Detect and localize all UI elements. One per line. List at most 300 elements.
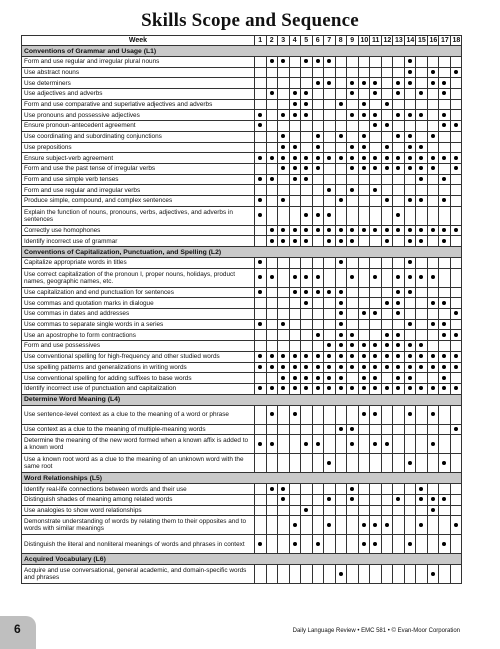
week-cell xyxy=(301,565,313,584)
skill-mark-dot xyxy=(385,301,389,305)
week-cell xyxy=(324,341,336,352)
week-cell xyxy=(393,99,405,110)
week-cell xyxy=(347,362,359,373)
week-cell xyxy=(358,206,370,225)
skill-row xyxy=(22,383,462,394)
week-cell xyxy=(347,454,359,473)
week-cell xyxy=(427,298,439,309)
skill-mark-dot xyxy=(454,70,458,74)
skill-mark-dot xyxy=(385,343,389,347)
week-cell xyxy=(324,225,336,236)
week-cell xyxy=(404,362,416,373)
skill-mark-dot xyxy=(419,343,423,347)
week-cell xyxy=(312,99,324,110)
week-cell xyxy=(312,89,324,100)
week-cell xyxy=(416,535,428,554)
week-cell xyxy=(381,309,393,320)
skill-mark-dot xyxy=(431,412,435,416)
week-cell xyxy=(266,373,278,384)
skill-row xyxy=(22,565,462,584)
skill-label: Identify incorrect use of punctuation and capitalization xyxy=(22,383,255,394)
week-cell xyxy=(393,309,405,320)
week-cell xyxy=(335,330,347,341)
week-cell xyxy=(278,309,290,320)
week-cell xyxy=(278,99,290,110)
skill-mark-dot xyxy=(373,412,377,416)
week-cell xyxy=(312,153,324,164)
skill-mark-dot xyxy=(373,156,377,160)
skill-mark-dot xyxy=(442,322,446,326)
week-cell xyxy=(335,89,347,100)
skill-mark-dot xyxy=(281,198,285,202)
week-cell xyxy=(427,341,439,352)
week-cell xyxy=(278,163,290,174)
skill-mark-dot xyxy=(350,81,354,85)
week-cell xyxy=(301,309,313,320)
week-cell xyxy=(450,163,462,174)
week-cell xyxy=(404,174,416,185)
skill-mark-dot xyxy=(408,354,412,358)
section-row xyxy=(22,473,462,484)
week-cell xyxy=(427,153,439,164)
week-cell xyxy=(393,206,405,225)
week-cell xyxy=(301,287,313,298)
skill-mark-dot xyxy=(270,228,274,232)
week-cell xyxy=(393,516,405,535)
skill-mark-dot xyxy=(258,542,262,546)
skill-mark-dot xyxy=(396,301,400,305)
week-cell xyxy=(255,330,267,341)
skill-mark-dot xyxy=(408,343,412,347)
week-cell xyxy=(358,505,370,516)
week-cell xyxy=(381,163,393,174)
skill-mark-dot xyxy=(408,542,412,546)
week-cell xyxy=(427,362,439,373)
week-cell xyxy=(416,362,428,373)
skill-mark-dot xyxy=(373,81,377,85)
skill-mark-dot xyxy=(419,386,423,390)
week-cell xyxy=(312,330,324,341)
skill-mark-dot xyxy=(339,322,343,326)
week-cell xyxy=(335,319,347,330)
skill-mark-dot xyxy=(419,91,423,95)
week-cell xyxy=(312,163,324,174)
week-cell xyxy=(427,373,439,384)
week-cell xyxy=(439,57,451,68)
week-cell xyxy=(427,424,439,435)
skill-mark-dot xyxy=(419,239,423,243)
week-number: 10 xyxy=(358,36,370,46)
week-cell xyxy=(393,195,405,206)
week-cell xyxy=(255,121,267,132)
week-cell xyxy=(255,225,267,236)
skill-mark-dot xyxy=(281,487,285,491)
skill-mark-dot xyxy=(385,239,389,243)
week-cell xyxy=(381,268,393,287)
skill-mark-dot xyxy=(419,156,423,160)
week-cell xyxy=(404,287,416,298)
skill-mark-dot xyxy=(350,333,354,337)
week-cell xyxy=(278,351,290,362)
week-cell xyxy=(335,225,347,236)
week-cell xyxy=(450,57,462,68)
week-cell xyxy=(381,57,393,68)
skill-row xyxy=(22,454,462,473)
week-cell xyxy=(439,225,451,236)
week-cell xyxy=(450,505,462,516)
skill-mark-dot xyxy=(304,177,308,181)
week-cell xyxy=(266,268,278,287)
skill-mark-dot xyxy=(408,166,412,170)
week-cell xyxy=(450,309,462,320)
week-cell xyxy=(450,185,462,196)
skill-mark-dot xyxy=(339,134,343,138)
skill-mark-dot xyxy=(339,156,343,160)
week-cell xyxy=(450,405,462,424)
week-cell xyxy=(312,362,324,373)
skill-mark-dot xyxy=(373,311,377,315)
skill-row xyxy=(22,424,462,435)
week-cell xyxy=(301,351,313,362)
skill-mark-dot xyxy=(350,156,354,160)
week-cell xyxy=(370,516,382,535)
skill-label: Form and use regular and irregular verbs xyxy=(22,185,255,196)
skill-mark-dot xyxy=(408,145,412,149)
week-cell xyxy=(393,142,405,153)
week-cell xyxy=(427,565,439,584)
week-number: 11 xyxy=(370,36,382,46)
skill-mark-dot xyxy=(454,365,458,369)
week-cell xyxy=(335,341,347,352)
skill-label: Distinguish shades of meaning among related words xyxy=(22,494,255,505)
skill-mark-dot xyxy=(442,177,446,181)
week-cell xyxy=(278,225,290,236)
skill-mark-dot xyxy=(362,145,366,149)
skill-mark-dot xyxy=(362,523,366,527)
skill-mark-dot xyxy=(373,113,377,117)
skill-mark-dot xyxy=(293,113,297,117)
week-cell xyxy=(370,565,382,584)
week-cell xyxy=(289,351,301,362)
week-cell xyxy=(335,351,347,362)
week-cell xyxy=(335,163,347,174)
week-cell xyxy=(358,236,370,247)
skill-mark-dot xyxy=(419,113,423,117)
skill-mark-dot xyxy=(442,461,446,465)
skill-mark-dot xyxy=(419,177,423,181)
skill-mark-dot xyxy=(327,365,331,369)
week-cell xyxy=(439,298,451,309)
skill-mark-dot xyxy=(270,487,274,491)
week-cell xyxy=(393,110,405,121)
week-cell xyxy=(393,362,405,373)
week-cell xyxy=(324,351,336,362)
skill-label: Explain the function of nouns, pronouns, verbs, adjectives, and adverbs in sentences xyxy=(22,206,255,225)
skill-mark-dot xyxy=(293,354,297,358)
week-cell xyxy=(289,454,301,473)
week-cell xyxy=(427,319,439,330)
week-cell xyxy=(289,405,301,424)
week-cell xyxy=(335,424,347,435)
week-cell xyxy=(450,225,462,236)
skill-label: Identify real-life connections between words and their use xyxy=(22,484,255,495)
week-cell xyxy=(255,89,267,100)
week-cell xyxy=(347,505,359,516)
week-cell xyxy=(289,174,301,185)
skill-mark-dot xyxy=(293,376,297,380)
skill-mark-dot xyxy=(350,91,354,95)
skill-label: Form and use the past tense of irregular verbs xyxy=(22,163,255,174)
week-cell xyxy=(393,435,405,454)
week-number: 4 xyxy=(289,36,301,46)
skill-row xyxy=(22,309,462,320)
week-cell xyxy=(266,89,278,100)
week-cell xyxy=(450,494,462,505)
week-cell xyxy=(289,99,301,110)
week-cell xyxy=(312,494,324,505)
skill-mark-dot xyxy=(385,523,389,527)
skill-mark-dot xyxy=(408,198,412,202)
skill-mark-dot xyxy=(362,102,366,106)
week-cell xyxy=(427,405,439,424)
week-cell xyxy=(416,174,428,185)
week-cell xyxy=(439,258,451,269)
week-cell xyxy=(450,424,462,435)
week-cell xyxy=(312,505,324,516)
week-cell xyxy=(450,330,462,341)
skill-label: Use pronouns and possessive adjectives xyxy=(22,110,255,121)
week-cell xyxy=(324,319,336,330)
week-cell xyxy=(416,383,428,394)
week-cell xyxy=(416,373,428,384)
week-cell xyxy=(278,287,290,298)
week-cell xyxy=(439,505,451,516)
week-cell xyxy=(278,78,290,89)
week-cell xyxy=(450,516,462,535)
week-cell xyxy=(278,319,290,330)
skill-mark-dot xyxy=(339,311,343,315)
section-title: Acquired Vocabulary (L6) xyxy=(22,554,462,565)
skill-mark-dot xyxy=(419,228,423,232)
week-cell xyxy=(450,121,462,132)
week-cell xyxy=(404,505,416,516)
skill-mark-dot xyxy=(304,213,308,217)
week-cell xyxy=(289,57,301,68)
week-cell xyxy=(358,362,370,373)
week-cell xyxy=(404,351,416,362)
week-cell xyxy=(370,99,382,110)
skill-row xyxy=(22,319,462,330)
week-cell xyxy=(312,298,324,309)
week-cell xyxy=(381,225,393,236)
week-cell xyxy=(439,330,451,341)
week-cell xyxy=(358,287,370,298)
skill-mark-dot xyxy=(316,59,320,63)
skill-mark-dot xyxy=(362,166,366,170)
week-cell xyxy=(312,484,324,495)
skill-mark-dot xyxy=(281,365,285,369)
skill-label: Identify incorrect use of grammar xyxy=(22,236,255,247)
skill-mark-dot xyxy=(304,442,308,446)
skill-mark-dot xyxy=(270,91,274,95)
week-cell xyxy=(278,258,290,269)
week-cell xyxy=(427,78,439,89)
skill-mark-dot xyxy=(396,228,400,232)
skill-mark-dot xyxy=(362,156,366,160)
week-cell xyxy=(266,163,278,174)
skill-mark-dot xyxy=(281,134,285,138)
skill-mark-dot xyxy=(373,376,377,380)
week-cell xyxy=(301,163,313,174)
skill-mark-dot xyxy=(350,275,354,279)
week-cell xyxy=(416,268,428,287)
week-cell xyxy=(312,185,324,196)
week-cell xyxy=(416,258,428,269)
skill-mark-dot xyxy=(396,343,400,347)
skill-label: Use an apostrophe to form contractions xyxy=(22,330,255,341)
week-cell xyxy=(370,225,382,236)
week-cell xyxy=(335,174,347,185)
skill-mark-dot xyxy=(454,123,458,127)
week-cell xyxy=(289,206,301,225)
week-cell xyxy=(301,330,313,341)
week-cell xyxy=(358,225,370,236)
week-cell xyxy=(347,287,359,298)
week-cell xyxy=(289,153,301,164)
week-cell xyxy=(289,236,301,247)
skill-mark-dot xyxy=(419,198,423,202)
week-cell xyxy=(370,454,382,473)
skill-mark-dot xyxy=(304,508,308,512)
skill-mark-dot xyxy=(362,228,366,232)
skill-row xyxy=(22,153,462,164)
skill-label: Use commas and quotation marks in dialogue xyxy=(22,298,255,309)
week-cell xyxy=(358,131,370,142)
skill-mark-dot xyxy=(316,365,320,369)
week-cell xyxy=(381,287,393,298)
week-cell xyxy=(381,206,393,225)
week-cell xyxy=(312,131,324,142)
week-cell xyxy=(381,174,393,185)
skill-mark-dot xyxy=(258,177,262,181)
week-cell xyxy=(266,341,278,352)
week-cell xyxy=(393,505,405,516)
week-cell xyxy=(450,258,462,269)
skill-mark-dot xyxy=(396,81,400,85)
week-cell xyxy=(255,258,267,269)
skill-mark-dot xyxy=(281,228,285,232)
week-cell xyxy=(358,565,370,584)
week-cell xyxy=(324,330,336,341)
week-cell xyxy=(278,67,290,78)
week-cell xyxy=(439,535,451,554)
week-cell xyxy=(278,494,290,505)
week-cell xyxy=(335,78,347,89)
week-cell xyxy=(266,351,278,362)
week-cell xyxy=(324,565,336,584)
week-cell xyxy=(450,341,462,352)
week-cell xyxy=(324,131,336,142)
skill-row xyxy=(22,225,462,236)
week-cell xyxy=(393,89,405,100)
skill-label: Use abstract nouns xyxy=(22,67,255,78)
skill-mark-dot xyxy=(408,239,412,243)
week-cell xyxy=(393,319,405,330)
week-cell xyxy=(324,121,336,132)
week-cell xyxy=(255,405,267,424)
week-cell xyxy=(301,298,313,309)
skill-mark-dot xyxy=(339,333,343,337)
skill-mark-dot xyxy=(362,113,366,117)
week-cell xyxy=(255,236,267,247)
skill-label: Use context as a clue to the meaning of multiple-meaning words xyxy=(22,424,255,435)
week-cell xyxy=(324,236,336,247)
week-cell xyxy=(255,341,267,352)
skill-mark-dot xyxy=(281,239,285,243)
week-cell xyxy=(427,174,439,185)
week-cell xyxy=(393,341,405,352)
skill-mark-dot xyxy=(350,166,354,170)
week-cell xyxy=(370,484,382,495)
skill-mark-dot xyxy=(316,542,320,546)
week-cell xyxy=(358,153,370,164)
skill-mark-dot xyxy=(408,275,412,279)
skill-mark-dot xyxy=(304,354,308,358)
week-cell xyxy=(289,89,301,100)
week-cell xyxy=(278,131,290,142)
skill-label: Ensure subject-verb agreement xyxy=(22,153,255,164)
week-cell xyxy=(255,99,267,110)
week-cell xyxy=(450,99,462,110)
week-number: 1 xyxy=(255,36,267,46)
skill-mark-dot xyxy=(304,376,308,380)
week-cell xyxy=(278,424,290,435)
skill-mark-dot xyxy=(442,365,446,369)
week-cell xyxy=(381,373,393,384)
skill-mark-dot xyxy=(327,523,331,527)
week-cell xyxy=(301,258,313,269)
week-cell xyxy=(439,195,451,206)
skill-mark-dot xyxy=(350,239,354,243)
week-cell xyxy=(370,535,382,554)
week-cell xyxy=(393,121,405,132)
week-cell xyxy=(335,435,347,454)
week-cell xyxy=(301,153,313,164)
skill-mark-dot xyxy=(339,343,343,347)
week-cell xyxy=(255,383,267,394)
skill-row xyxy=(22,142,462,153)
skill-row xyxy=(22,99,462,110)
skill-mark-dot xyxy=(293,166,297,170)
week-cell xyxy=(335,405,347,424)
week-cell xyxy=(335,57,347,68)
week-cell xyxy=(427,163,439,174)
skill-mark-dot xyxy=(396,354,400,358)
week-cell xyxy=(370,268,382,287)
week-cell xyxy=(289,142,301,153)
skill-mark-dot xyxy=(270,412,274,416)
week-cell xyxy=(266,225,278,236)
week-number: 6 xyxy=(312,36,324,46)
week-cell xyxy=(278,153,290,164)
skill-row xyxy=(22,78,462,89)
week-cell xyxy=(381,67,393,78)
week-cell xyxy=(358,99,370,110)
skill-mark-dot xyxy=(373,523,377,527)
week-cell xyxy=(301,236,313,247)
week-cell xyxy=(289,309,301,320)
week-cell xyxy=(312,383,324,394)
